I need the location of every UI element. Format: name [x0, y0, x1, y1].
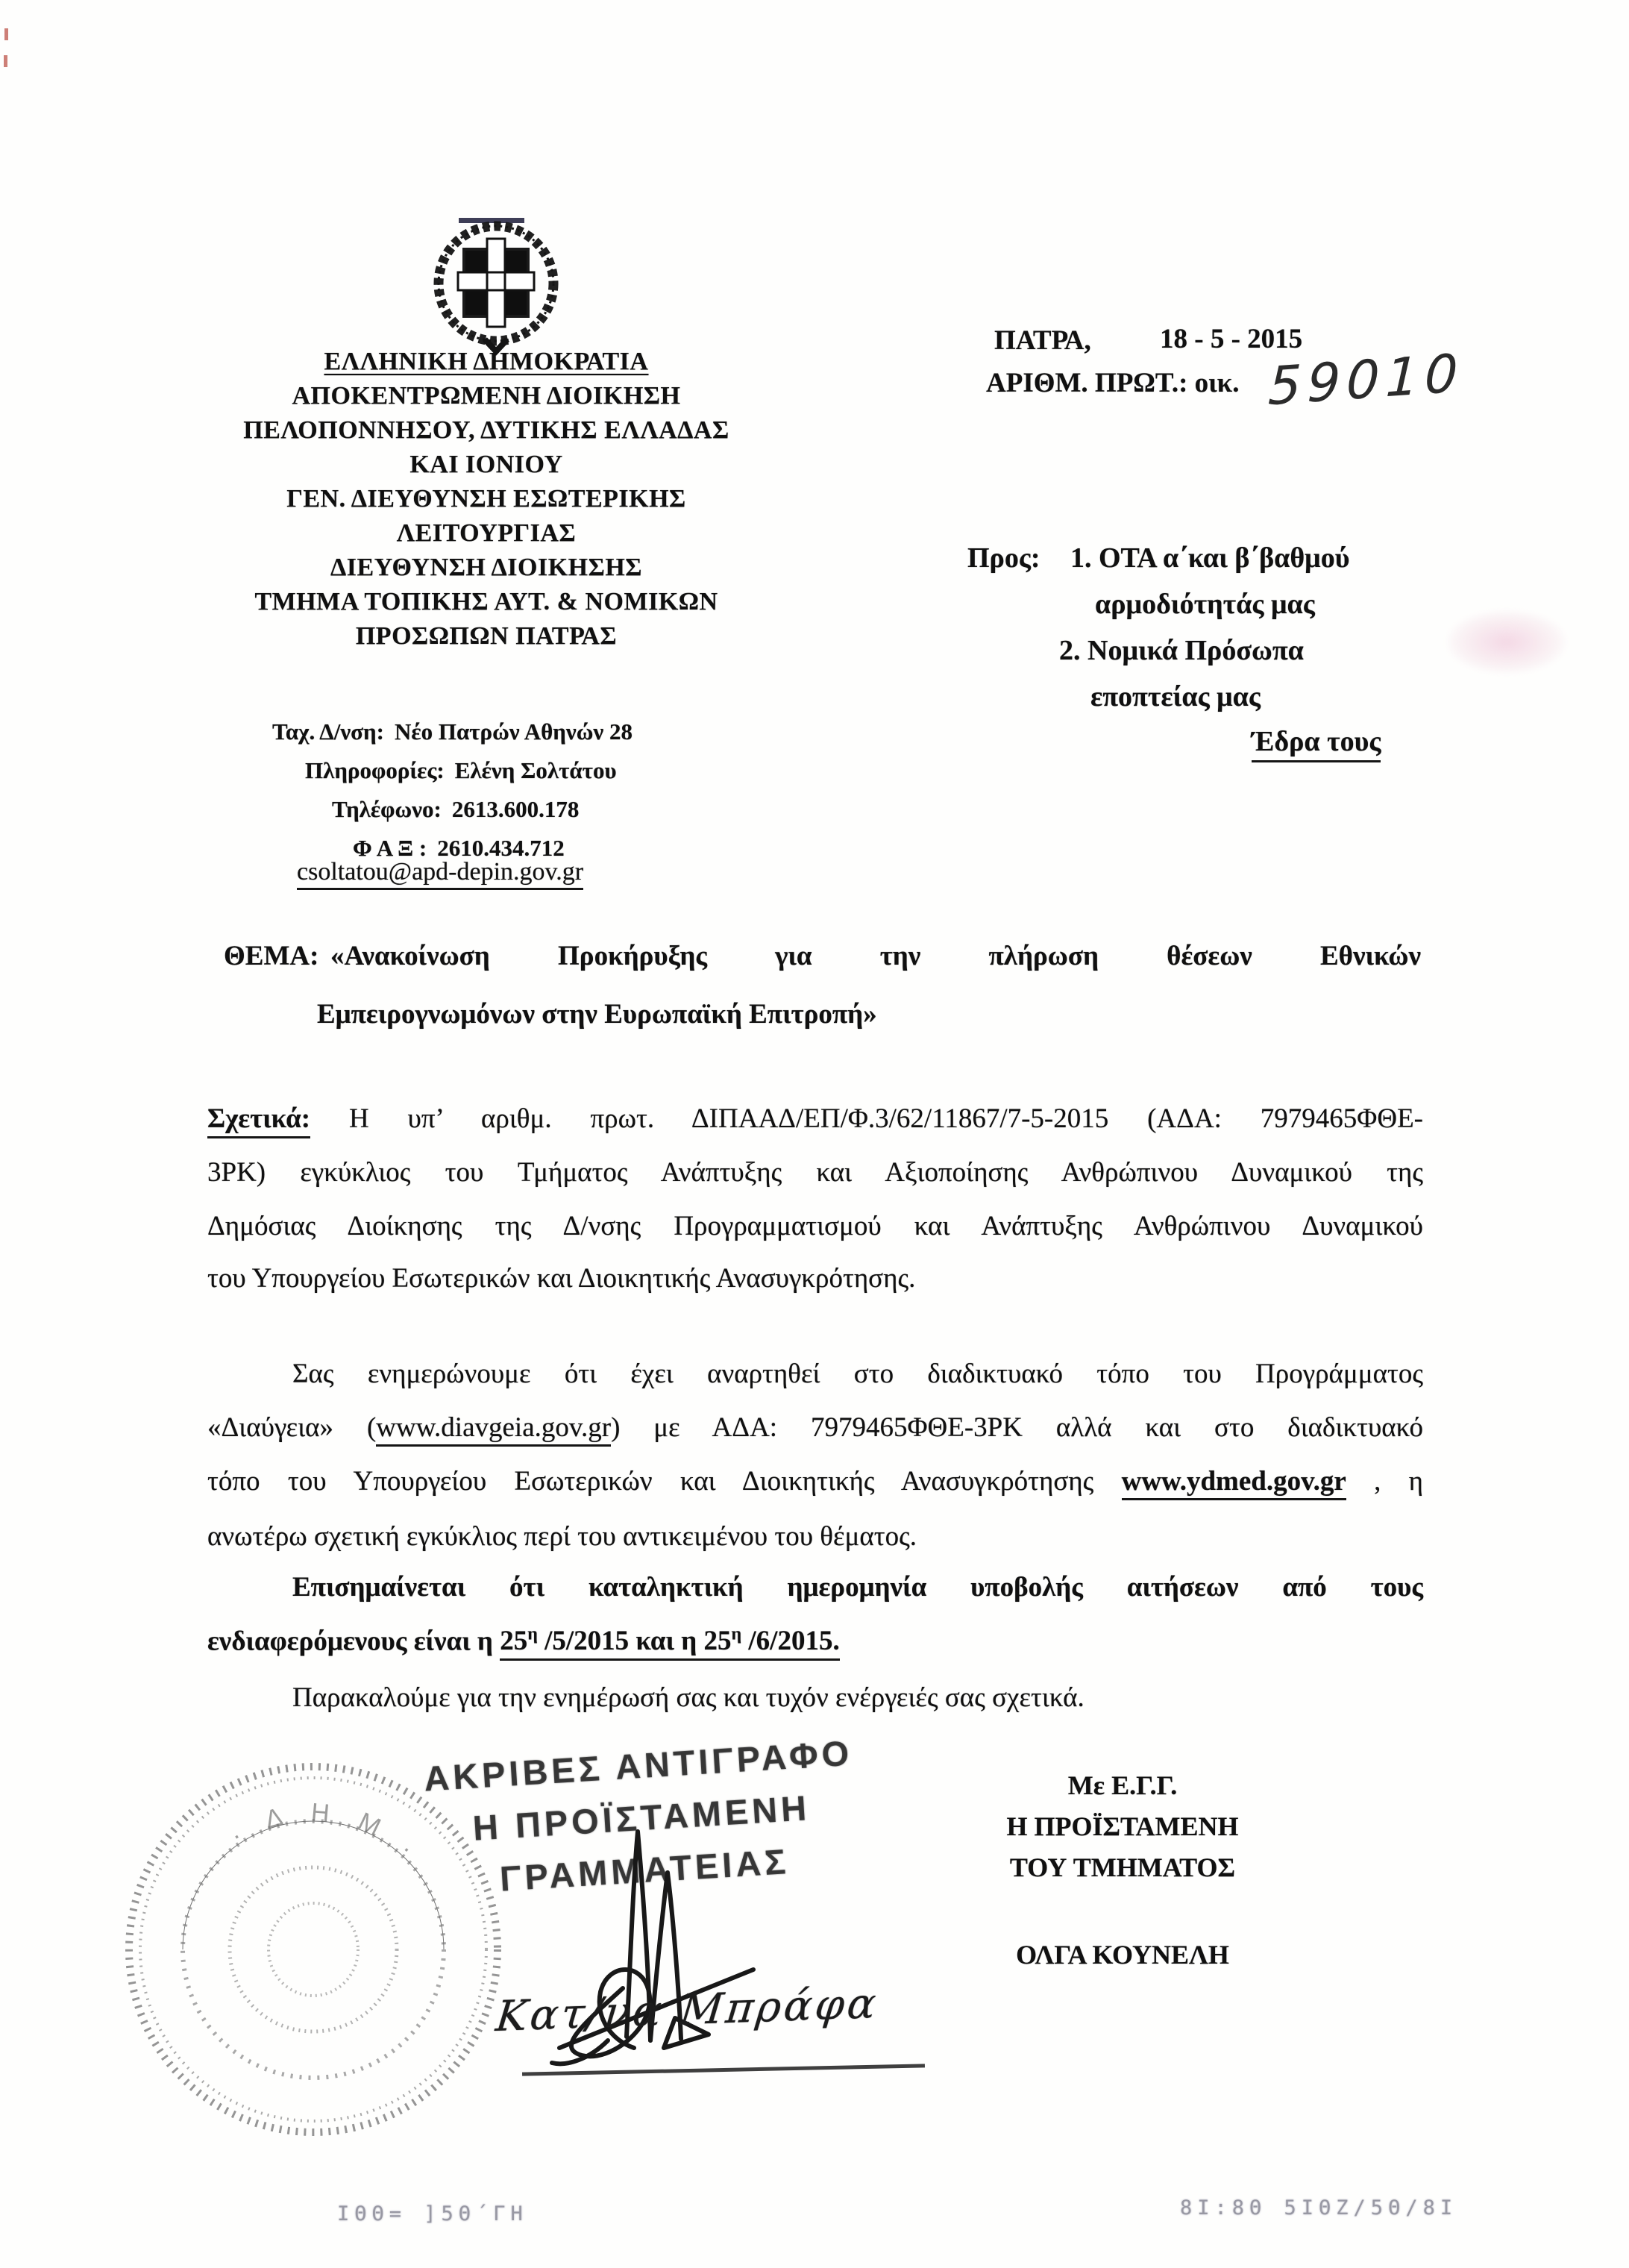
recipient-line-3: 2. Νομικά Πρόσωπα [1059, 635, 1304, 666]
fax-footer-right: 8Ι:8Θ 5ΙΘΖ/5Θ/8Ι [1180, 2196, 1458, 2220]
seal-arc-text: · Δ Η Μ · [225, 1798, 428, 1870]
contact-email [297, 858, 583, 886]
paragraph2-line-2 [207, 1625, 1423, 1664]
signoff-line-2: Η ΠΡΟΪΣΤΑΜΕΝΗ [1006, 1811, 1239, 1841]
signer-name: ΟΛΓΑ ΚΟΥΝΕΛΗ [1016, 1940, 1229, 1970]
stamp-line-1: ΑΚΡΙΒΕΣ ΑΝΤΙΓΡΑΦΟ [422, 1732, 854, 1799]
scan-smudge [1447, 610, 1566, 674]
signature-block [996, 1765, 1249, 1976]
scan-artifact [4, 28, 8, 40]
info-value: Ελένη Σολτάτου [454, 757, 617, 783]
org-line: ΤΜΗΜΑ ΤΟΠΙΚΗΣ ΑΥΤ. & ΝΟΜΙΚΩΝ [254, 588, 718, 615]
paragraph1-line-2 [207, 1412, 1423, 1450]
letterhead-org-block [113, 345, 859, 654]
org-line: ΕΛΛΗΝΙΚΗ ΔΗΜΟΚΡΑΤΙΑ [324, 348, 649, 375]
protocol-number-handwritten: 59010 [1267, 342, 1465, 418]
deadline-dates [500, 1626, 840, 1661]
paragraph2-line-1: Επισημαίνεται ότι καταληκτική ημερομηνία υποβολής αιτήσεων από τους [292, 1572, 1423, 1603]
reference-line-3: Δημόσιας Διοίκησης της Δ/νσης Προγραμματισμού και Ανάπτυξης Ανθρώπινου Δυναμικού [207, 1211, 1423, 1241]
recipient-seat: Έδρα τους [1252, 725, 1381, 762]
scan-artifact [4, 55, 7, 67]
recipient-line-1: 1. ΟΤΑ α΄και β΄βαθμού [1070, 542, 1350, 574]
contact-phone [272, 790, 633, 829]
diavgeia-url: www.diavgeia.gov.gr [376, 1412, 611, 1447]
fax-value: 2610.434.712 [437, 835, 565, 861]
org-line: ΓΕΝ. ΔΙΕΥΘΥΝΣΗ ΕΣΩΤΕΡΙΚΗΣ [286, 485, 686, 513]
email-text: csoltatou@apd-depin.gov.gr [297, 858, 583, 890]
signoff-line-3: ΤΟΥ ΤΜΗΜΑΤΟΣ [1009, 1852, 1236, 1882]
subject-line-1: «Ανακοίνωση Προκήρυξης για την πλήρωση θέσεων Εθνικών [330, 941, 1421, 971]
contact-block [272, 712, 633, 868]
reference-line-4: του Υπουργείου Εσωτερικών και Διοικητικής Ανασυγκρότησης. [207, 1263, 916, 1294]
protocol-label: ΑΡΙΘΜ. ΠΡΩΤ.: οικ. [986, 368, 1240, 398]
signoff-line-1: Με Ε.Γ.Γ. [1067, 1770, 1178, 1800]
org-line: ΑΠΟΚΕΝΤΡΩΜΕΝΗ ΔΙΟΙΚΗΣΗ [292, 382, 681, 410]
reference-text-1: Η υπ’ αριθμ. πρωτ. ΔΙΠΑΑΔ/ΕΠ/Φ.3/62/11867/7-5-2015 (ΑΔΑ: 7979465ΦΘΕ- [348, 1103, 1423, 1134]
paragraph3-line: Παρακαλούμε για την ενημέρωσή σας και τυχόν ενέργειές σας σχετικά. [292, 1682, 1085, 1713]
date1-rest: /5/2015 και η 25 [537, 1626, 732, 1657]
paragraph1-line-4: ανωτέρω σχετική εγκύκλιος περί του αντικειμένου του θέματος. [207, 1521, 917, 1552]
fax-label: Φ Α Ξ : [353, 835, 427, 861]
org-line: ΠΕΛΟΠΟΝΝΗΣΟΥ, ΔΥΤΙΚΗΣ ΕΛΛΑΔΑΣ [243, 416, 729, 444]
ydmed-url: www.ydmed.gov.gr [1122, 1466, 1346, 1500]
address-label: Ταχ. Δ/νση: [272, 718, 384, 745]
p1l3-pre: τόπο του Υπουργείου Εσωτερικών και Διοικητικής Ανασυγκρότησης [207, 1466, 1122, 1497]
paragraph1-line-3 [207, 1465, 1423, 1504]
stamp-line-2: Η ΠΡΟΪΣΤΑΜΕΝΗ [471, 1788, 812, 1848]
paragraph1-line-1: Σας ενημερώνουμε ότι έχει αναρτηθεί στο διαδικτυακό τόπο του Προγράμματος [292, 1359, 1423, 1389]
recipient-line-4: εποπτείας μας [1090, 681, 1261, 712]
address-value: Νέο Πατρών Αθηνών 28 [394, 718, 633, 745]
date1-num: 25 [500, 1626, 528, 1657]
greek-republic-emblem-icon [425, 218, 567, 360]
date1-sup: η [527, 1625, 538, 1644]
org-line: ΛΕΙΤΟΥΡΓΙΑΣ [396, 519, 577, 547]
p2l2-pre: ενδιαφερόμενους είναι η [207, 1626, 500, 1657]
contact-address [272, 712, 633, 751]
contact-info [272, 751, 633, 790]
reference-line-2: 3ΡΚ) εγκύκλιος του Τμήματος Ανάπτυξης και Αξιοποίησης Ανθρώπινου Δυναμικού της [207, 1157, 1423, 1188]
handwritten-name: Κατ/να Μπράφα [493, 1979, 882, 2042]
fax-footer-left: ΙΘΘ= ]5Θ΄ΓΗ [337, 2202, 528, 2225]
date2-sup: η [731, 1625, 742, 1644]
recipients-label: Προς: [967, 542, 1041, 574]
p1l2-post: ) με ΑΔΑ: 7979465ΦΘΕ-3ΡΚ αλλά και στο διαδικτυακό [611, 1412, 1423, 1443]
date2-rest: /6/2015. [741, 1626, 840, 1657]
p1l2-pre: «Διαύγεια» ( [207, 1412, 377, 1443]
reference-line-1 [207, 1103, 1423, 1141]
date-value: 18 - 5 - 2015 [1160, 324, 1303, 354]
recipient-line-2: αρμοδιότητάς μας [1095, 589, 1315, 620]
p1l3-post: , η [1346, 1466, 1423, 1497]
subject-line-2: Εμπειρογνωμόνων στην Ευρωπαϊκή Επιτροπή» [317, 999, 877, 1030]
city-label: ΠΑΤΡΑ, [994, 325, 1091, 356]
subject-label: ΘΕΜΑ: [224, 941, 319, 971]
stamp-line-3: ΓΡΑΜΜΑΤΕΙΑΣ [498, 1841, 791, 1899]
phone-label: Τηλέφωνο: [332, 796, 442, 822]
reference-label: Σχετικά: [207, 1103, 310, 1138]
info-label: Πληροφορίες: [305, 757, 445, 783]
org-line: ΔΙΕΥΘΥΝΣΗ ΔΙΟΙΚΗΣΗΣ [330, 554, 643, 581]
org-line: ΠΡΟΣΩΠΩΝ ΠΑΤΡΑΣ [355, 622, 618, 650]
phone-value: 2613.600.178 [451, 796, 580, 822]
org-line: ΚΑΙ ΙΟΝΙΟΥ [409, 451, 563, 478]
